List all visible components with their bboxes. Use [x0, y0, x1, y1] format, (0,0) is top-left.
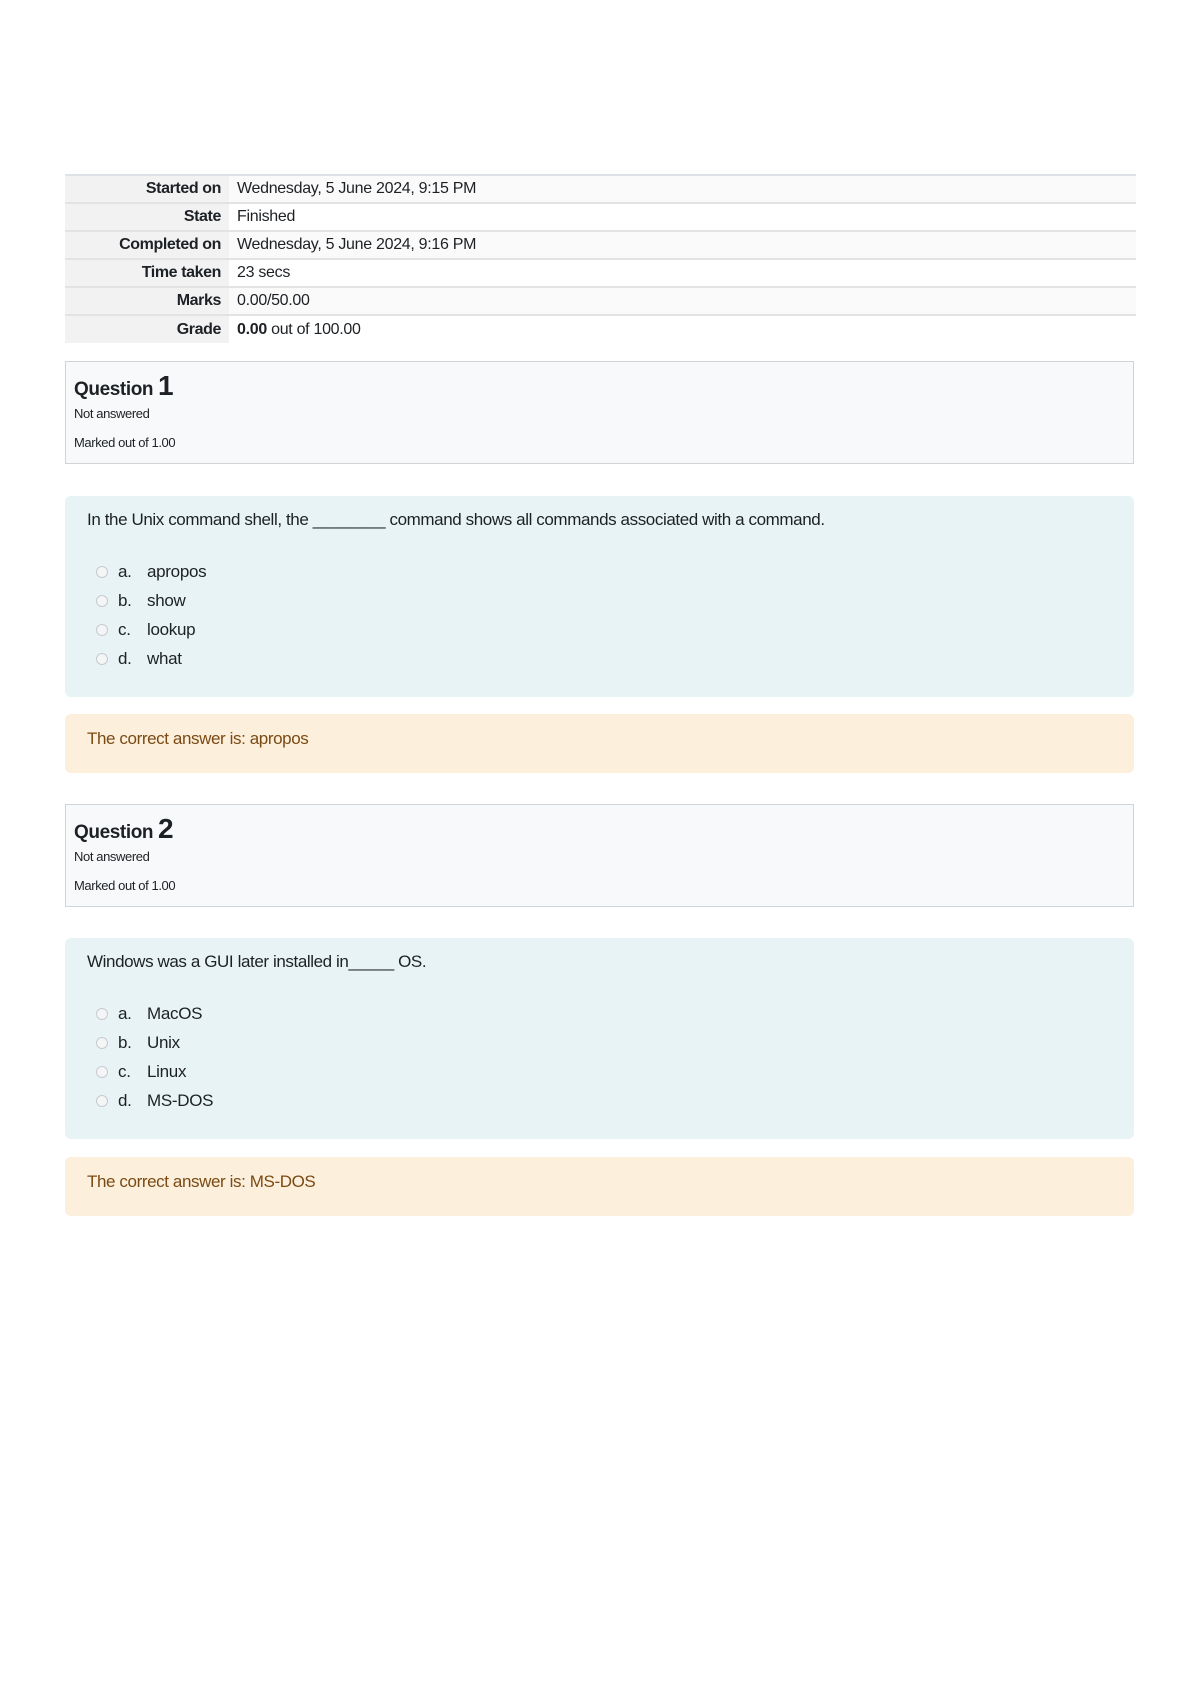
radio-button[interactable] — [96, 595, 108, 607]
answer-option[interactable] — [96, 1028, 1134, 1057]
answer-letter: a. — [118, 1003, 132, 1023]
grade-value: 0.00 — [237, 320, 267, 338]
question-text: Windows was a GUI later installed in_____ OS. — [87, 952, 427, 971]
answer-option[interactable] — [96, 615, 1134, 644]
answer-option[interactable] — [96, 1057, 1134, 1086]
correct-answer-feedback-1: The correct answer is: apropos — [65, 714, 1134, 773]
grade-suffix: out of 100.00 — [266, 320, 361, 338]
answer-text: what — [147, 648, 182, 668]
summary-label: Time taken — [65, 259, 229, 287]
radio-button[interactable] — [96, 1037, 108, 1049]
summary-row-started — [65, 175, 1136, 203]
summary-value: 0.00/50.00 — [229, 287, 1136, 315]
question-number-value: 1 — [158, 370, 174, 401]
summary-value: Finished — [229, 203, 1136, 231]
answer-text: MacOS — [147, 1003, 203, 1023]
summary-label: Completed on — [65, 231, 229, 259]
question-marked-out-of: Marked out of 1.00 — [74, 878, 176, 893]
answer-letter: b. — [118, 1032, 132, 1052]
summary-label: Started on — [65, 175, 229, 203]
answer-text: lookup — [147, 619, 196, 639]
question-prefix: Question — [74, 822, 159, 843]
summary-label: State — [65, 203, 229, 231]
question-info-1 — [65, 361, 1134, 464]
question-text: In the Unix command shell, the ________ command shows all commands associated with a command. — [87, 510, 825, 529]
answer-options — [87, 999, 1134, 1115]
question-content-1 — [65, 496, 1134, 697]
question-prefix: Question — [74, 379, 159, 400]
answer-option[interactable] — [96, 1086, 1134, 1115]
answer-text: apropos — [147, 561, 207, 581]
question-info-2 — [65, 804, 1134, 907]
question-number-value: 2 — [158, 813, 174, 844]
answer-options — [87, 557, 1134, 673]
radio-button[interactable] — [96, 653, 108, 665]
question-number — [74, 813, 1133, 845]
summary-row-time-taken — [65, 259, 1136, 287]
answer-text: show — [147, 590, 186, 610]
answer-letter: d. — [118, 1090, 132, 1110]
answer-text: Unix — [147, 1032, 180, 1052]
attempt-summary-table — [65, 174, 1136, 343]
radio-button[interactable] — [96, 1066, 108, 1078]
summary-value — [229, 315, 1136, 343]
answer-letter: d. — [118, 648, 132, 668]
answer-letter: c. — [118, 1061, 131, 1081]
radio-button[interactable] — [96, 1008, 108, 1020]
question-marked-out-of: Marked out of 1.00 — [74, 435, 176, 450]
question-state: Not answered — [74, 849, 150, 864]
summary-row-grade — [65, 315, 1136, 343]
answer-letter: b. — [118, 590, 132, 610]
question-state: Not answered — [74, 406, 150, 421]
radio-button[interactable] — [96, 566, 108, 578]
summary-label: Grade — [65, 315, 229, 343]
answer-letter: c. — [118, 619, 131, 639]
question-content-2 — [65, 938, 1134, 1139]
answer-option[interactable] — [96, 557, 1134, 586]
question-number — [74, 370, 1133, 402]
answer-option[interactable] — [96, 644, 1134, 673]
answer-option[interactable] — [96, 999, 1134, 1028]
summary-row-state — [65, 203, 1136, 231]
answer-letter: a. — [118, 561, 132, 581]
answer-text: Linux — [147, 1061, 187, 1081]
radio-button[interactable] — [96, 1095, 108, 1107]
summary-row-completed — [65, 231, 1136, 259]
answer-text: MS-DOS — [147, 1090, 214, 1110]
summary-label: Marks — [65, 287, 229, 315]
summary-value: 23 secs — [229, 259, 1136, 287]
summary-row-marks — [65, 287, 1136, 315]
answer-option[interactable] — [96, 586, 1134, 615]
radio-button[interactable] — [96, 624, 108, 636]
summary-value: Wednesday, 5 June 2024, 9:16 PM — [229, 231, 1136, 259]
summary-value: Wednesday, 5 June 2024, 9:15 PM — [229, 175, 1136, 203]
correct-answer-feedback-2: The correct answer is: MS-DOS — [65, 1157, 1134, 1216]
